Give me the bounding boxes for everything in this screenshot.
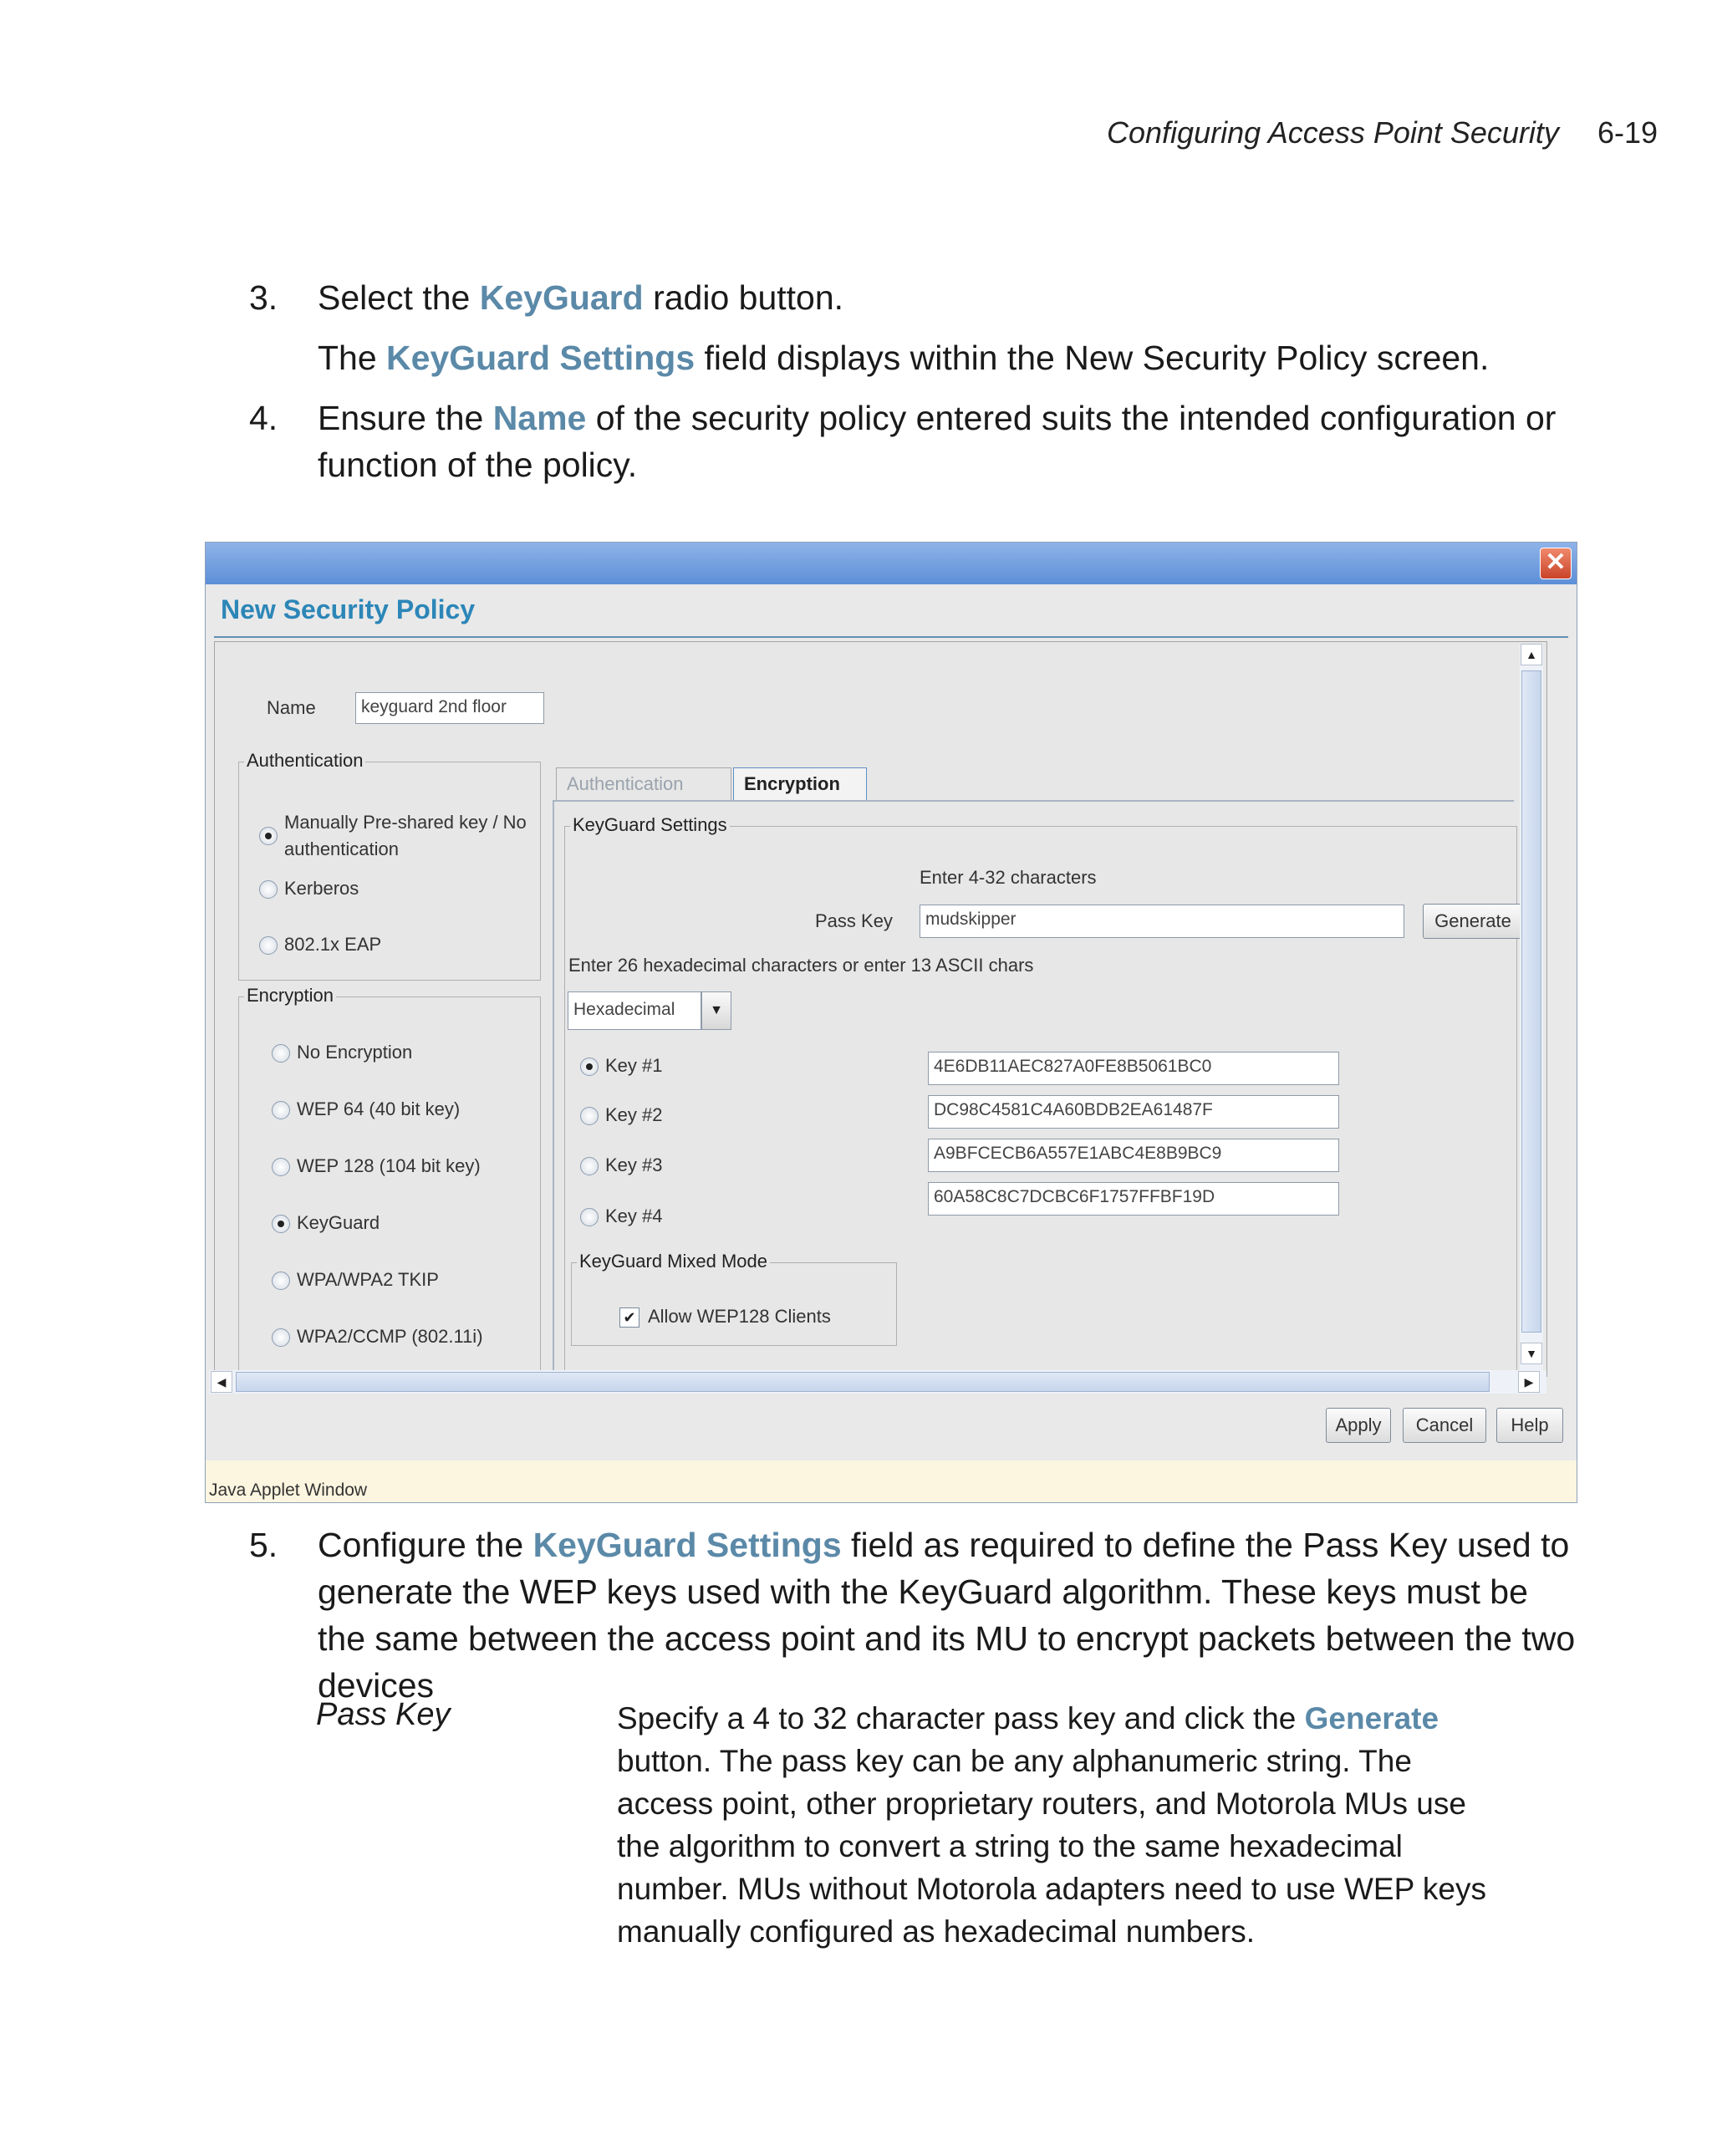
name-input[interactable]: keyguard 2nd floor bbox=[355, 692, 544, 724]
ui-term: Name bbox=[492, 399, 587, 437]
name-label: Name bbox=[267, 697, 316, 718]
pass-key-input[interactable]: mudskipper bbox=[920, 905, 1404, 938]
cancel-button[interactable]: Cancel bbox=[1403, 1408, 1486, 1443]
radio-label: No Encryption bbox=[297, 1042, 413, 1063]
ui-term: Generate bbox=[1304, 1701, 1439, 1736]
tab-strip-line bbox=[553, 800, 1514, 802]
radio-label: WPA2/CCMP (802.11i) bbox=[297, 1326, 483, 1347]
step-subtext bbox=[318, 334, 1580, 381]
radio-label: KeyGuard bbox=[297, 1212, 380, 1233]
scroll-left-icon[interactable]: ◀ bbox=[211, 1371, 232, 1393]
section-title: Configuring Access Point Security bbox=[1107, 115, 1559, 150]
step-5 bbox=[251, 1521, 1580, 1709]
ui-term: KeyGuard bbox=[479, 278, 644, 317]
key-label: Key #2 bbox=[605, 1104, 663, 1125]
group-legend: KeyGuard Mixed Mode bbox=[577, 1251, 770, 1272]
text: The bbox=[318, 339, 387, 377]
radio-wpa-tkip[interactable] bbox=[272, 1272, 290, 1290]
radio-kerberos[interactable] bbox=[259, 880, 278, 899]
radio-label: Kerberos bbox=[284, 878, 359, 899]
key-4-input[interactable]: 60A58C8C7DCBC6F1757FFBF19D bbox=[928, 1182, 1339, 1216]
radio-label: WEP 128 (104 bit key) bbox=[297, 1155, 481, 1176]
generate-button[interactable]: Generate bbox=[1423, 904, 1523, 939]
step-number: 5. bbox=[249, 1526, 278, 1564]
radio-key-2[interactable] bbox=[580, 1107, 599, 1125]
tab-authentication[interactable]: Authentication bbox=[556, 767, 731, 801]
content-panel bbox=[214, 641, 1547, 1377]
radio-key-3[interactable] bbox=[580, 1157, 599, 1175]
scroll-down-icon[interactable]: ▼ bbox=[1521, 1343, 1542, 1364]
allow-wep128-checkbox[interactable]: ✔ bbox=[619, 1307, 639, 1328]
allow-wep128-label: Allow WEP128 Clients bbox=[648, 1306, 831, 1327]
radio-wep128[interactable] bbox=[272, 1158, 290, 1176]
ui-term: KeyGuard Settings bbox=[532, 1526, 842, 1564]
pass-key-label: Pass Key bbox=[815, 910, 893, 931]
group-legend: Encryption bbox=[244, 985, 336, 1007]
step-text bbox=[318, 1521, 1580, 1709]
hscroll-thumb[interactable] bbox=[236, 1372, 1490, 1392]
scroll-thumb[interactable] bbox=[1521, 670, 1541, 1333]
status-bar bbox=[206, 1460, 1577, 1502]
radio-label: WEP 64 (40 bit key) bbox=[297, 1098, 461, 1119]
radio-label: Manually Pre-shared key / No authentication bbox=[284, 812, 527, 859]
text: Ensure the bbox=[318, 399, 493, 437]
status-text: Java Applet Window bbox=[209, 1481, 368, 1500]
pass-key-hint: Enter 4-32 characters bbox=[920, 867, 1097, 888]
parameter-name: Pass Key bbox=[316, 1697, 451, 1732]
radio-key-4[interactable] bbox=[580, 1208, 599, 1226]
text: radio button. bbox=[643, 278, 844, 317]
radio-manual-psk[interactable] bbox=[259, 827, 278, 845]
radio-no-encryption[interactable] bbox=[272, 1044, 290, 1063]
help-button[interactable]: Help bbox=[1496, 1408, 1563, 1443]
key-3-input[interactable]: A9BFCECB6A557E1ABC4E8B9BC9 bbox=[928, 1139, 1339, 1172]
page-number: 6-19 bbox=[1597, 115, 1658, 150]
radio-keyguard[interactable] bbox=[272, 1215, 290, 1233]
step-4 bbox=[251, 395, 1580, 488]
hex-hint: Enter 26 hexadecimal characters or enter 13 ASCII chars bbox=[568, 955, 1034, 976]
text: field as required to define the Pass Key used to generate the WEP keys used with the KeyGuard algorithm. These keys must be the same between the access point and its MU to encrypt packets between the two devices bbox=[318, 1526, 1576, 1705]
close-button[interactable]: ✕ bbox=[1540, 548, 1572, 579]
group-legend: KeyGuard Settings bbox=[570, 814, 730, 836]
security-policy-dialog bbox=[205, 542, 1577, 1503]
group-legend: Authentication bbox=[244, 750, 365, 772]
radio-label: WPA/WPA2 TKIP bbox=[297, 1269, 439, 1290]
ui-term: KeyGuard Settings bbox=[386, 339, 696, 377]
text: button. The pass key can be any alphanumeric string. The access point, other proprietary routers, and Motorola MUs use the algorithm to convert a string to the same hexadecimal number. MUs without Motorola adapters need to use WEP keys manually configured as hexadecimal numbers. bbox=[617, 1744, 1486, 1949]
text: of the security policy entered suits the intended configuration or function of the policy. bbox=[318, 399, 1557, 484]
step-text bbox=[318, 274, 1580, 321]
text: Select the bbox=[318, 278, 480, 317]
title-divider bbox=[214, 636, 1568, 638]
radio-wpa2-ccmp[interactable] bbox=[272, 1328, 290, 1347]
tab-panel-border bbox=[553, 800, 554, 1377]
format-select[interactable] bbox=[568, 991, 701, 1030]
step-number: 4. bbox=[249, 399, 278, 437]
chevron-down-icon[interactable]: ▼ bbox=[701, 991, 731, 1030]
key-label: Key #1 bbox=[605, 1055, 663, 1076]
key-label: Key #3 bbox=[605, 1154, 663, 1175]
scroll-up-icon[interactable]: ▲ bbox=[1521, 644, 1542, 665]
key-2-input[interactable]: DC98C4581C4A60BDB2EA61487F bbox=[928, 1095, 1339, 1129]
radio-key-1[interactable] bbox=[580, 1058, 599, 1076]
radio-wep64[interactable] bbox=[272, 1101, 290, 1119]
radio-label: 802.1x EAP bbox=[284, 934, 382, 955]
format-value: Hexadecimal bbox=[573, 1000, 675, 1019]
tab-encryption[interactable]: Encryption bbox=[733, 767, 867, 801]
key-label: Key #4 bbox=[605, 1205, 663, 1226]
step-text bbox=[318, 395, 1580, 488]
dialog-title: New Security Policy bbox=[221, 594, 476, 624]
scroll-right-icon[interactable]: ▶ bbox=[1518, 1371, 1540, 1393]
page-header bbox=[1107, 115, 1658, 150]
radio-8021x-eap[interactable] bbox=[259, 936, 278, 955]
text: Specify a 4 to 32 character pass key and click the bbox=[617, 1701, 1305, 1736]
vertical-scrollbar[interactable] bbox=[1520, 644, 1543, 1373]
step-number: 3. bbox=[249, 278, 278, 317]
text: Configure the bbox=[318, 1526, 533, 1564]
step-3 bbox=[251, 274, 1580, 381]
text: field displays within the New Security Policy screen. bbox=[695, 339, 1490, 377]
apply-button[interactable]: Apply bbox=[1326, 1408, 1391, 1443]
horizontal-scrollbar[interactable] bbox=[209, 1370, 1546, 1394]
parameter-description bbox=[617, 1697, 1486, 1953]
key-1-input[interactable]: 4E6DB11AEC827A0FE8B5061BC0 bbox=[928, 1052, 1339, 1085]
window-titlebar bbox=[206, 543, 1577, 584]
